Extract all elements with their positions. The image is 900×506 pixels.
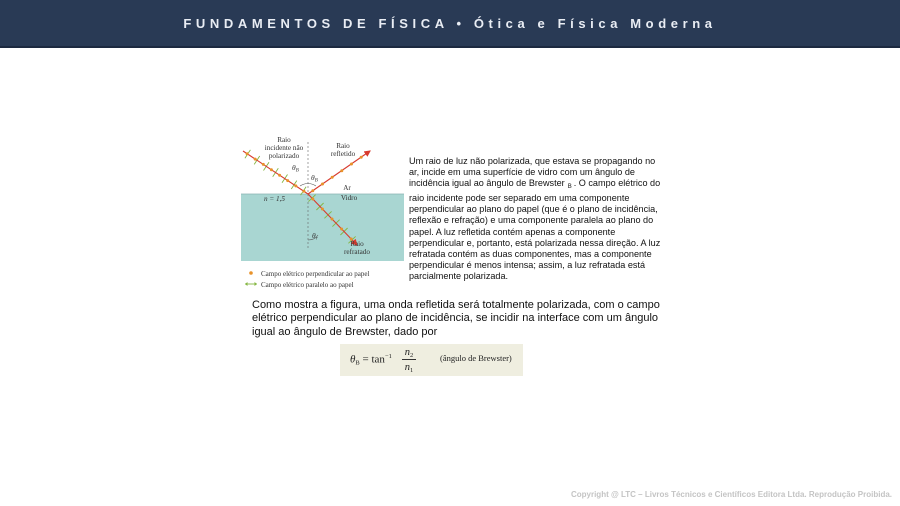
brewster-figure (236, 130, 404, 294)
incident-dot (302, 190, 305, 193)
legend-dot-icon (249, 271, 253, 275)
angle-r-label: $\theta_r$ (312, 231, 318, 242)
angle-b-label-reflected: $\theta_B$ (311, 173, 318, 184)
brewster-formula (340, 344, 523, 376)
reflected-dot (340, 169, 343, 172)
copyright-notice: Copyright @ LTC – Livros Técnicos e Científicos Editora Ltda. Reprodução Proibida. (570, 490, 892, 499)
incident-dot (294, 184, 297, 187)
label-reflected-line1: Raio (336, 142, 350, 150)
reflected-dot (350, 163, 353, 166)
caption-subscript: B (567, 184, 572, 191)
legend-parallel: Campo elétrico paralelo ao papel (261, 281, 354, 289)
brewster-diagram (236, 130, 404, 294)
formula-fraction (402, 347, 416, 373)
fraction-bar (402, 359, 416, 360)
label-reflected-line2: refletido (330, 150, 356, 158)
reflected-dot (331, 176, 334, 179)
reflected-dot (321, 183, 324, 186)
formula-numerator: n2 (404, 347, 414, 359)
incident-dot (254, 158, 257, 161)
legend-perpendicular: Campo elétrico perpendicular ao papel (261, 270, 370, 278)
figure-caption-paragraph (409, 156, 661, 282)
reflected-dot (311, 189, 314, 192)
body-text: Como mostra a figura, uma onda refletida será totalmente polarizada, com o campo elétrico perpendicular ao plano de incidência, se incidir na interface com um ângulo igual ao ângulo de Brewster, dado por (252, 299, 660, 338)
refracted-dot (311, 198, 314, 201)
caption-text-start: Um raio de luz não polarizada, que estava se propagando no ar, incide em uma superfície de vidro com um ângulo de incidência igual ao ângulo de Brewster (409, 156, 656, 189)
label-incident-line1: Raio (277, 136, 291, 144)
incident-dot (262, 163, 265, 166)
formula-lhs: $\theta B = \tan^{-1}$ (350, 353, 392, 367)
header-bar (0, 0, 900, 48)
label-incident-line2: incidente não (264, 144, 304, 152)
label-refracted-line2: refratado (344, 248, 370, 256)
incident-dot (278, 174, 281, 177)
label-incident-line3: polarizado (268, 152, 300, 160)
incident-dot (246, 152, 249, 155)
label-refracted-line1: Raio (350, 240, 364, 248)
reflected-dot (360, 156, 363, 159)
refracted-dot (331, 218, 334, 221)
label-index: n = 1,5 (264, 195, 286, 203)
formula-denominator: n1 (404, 362, 414, 374)
incident-dot (286, 179, 289, 182)
caption-text-end: . O campo elétrico do raio incidente pode ser separado em uma componente perpendicular ao plano do papel (que é o plano de incidência, reflexão e refração) e uma componente paralela ao plano do papel. A luz refletida contém apenas a componente perpendicular e, portanto, está polarizada nessa direção. A luz refratada contém as duas componentes, mas a componente perpendicular é menos intensa; assim, a luz refratada está parcialmente polarizada. (409, 178, 661, 281)
angle-b-label-incident: $\theta_B$ (292, 163, 299, 174)
refracted-dot (321, 208, 324, 211)
label-glass: Vidro (340, 194, 358, 202)
refracted-dot (340, 228, 343, 231)
incident-dot (270, 168, 273, 171)
formula-note: (ângulo de Brewster) (440, 353, 512, 363)
header-title: FUNDAMENTOS DE FÍSICA • Ótica e Física Moderna (183, 15, 717, 31)
label-air: Ar (343, 184, 351, 192)
